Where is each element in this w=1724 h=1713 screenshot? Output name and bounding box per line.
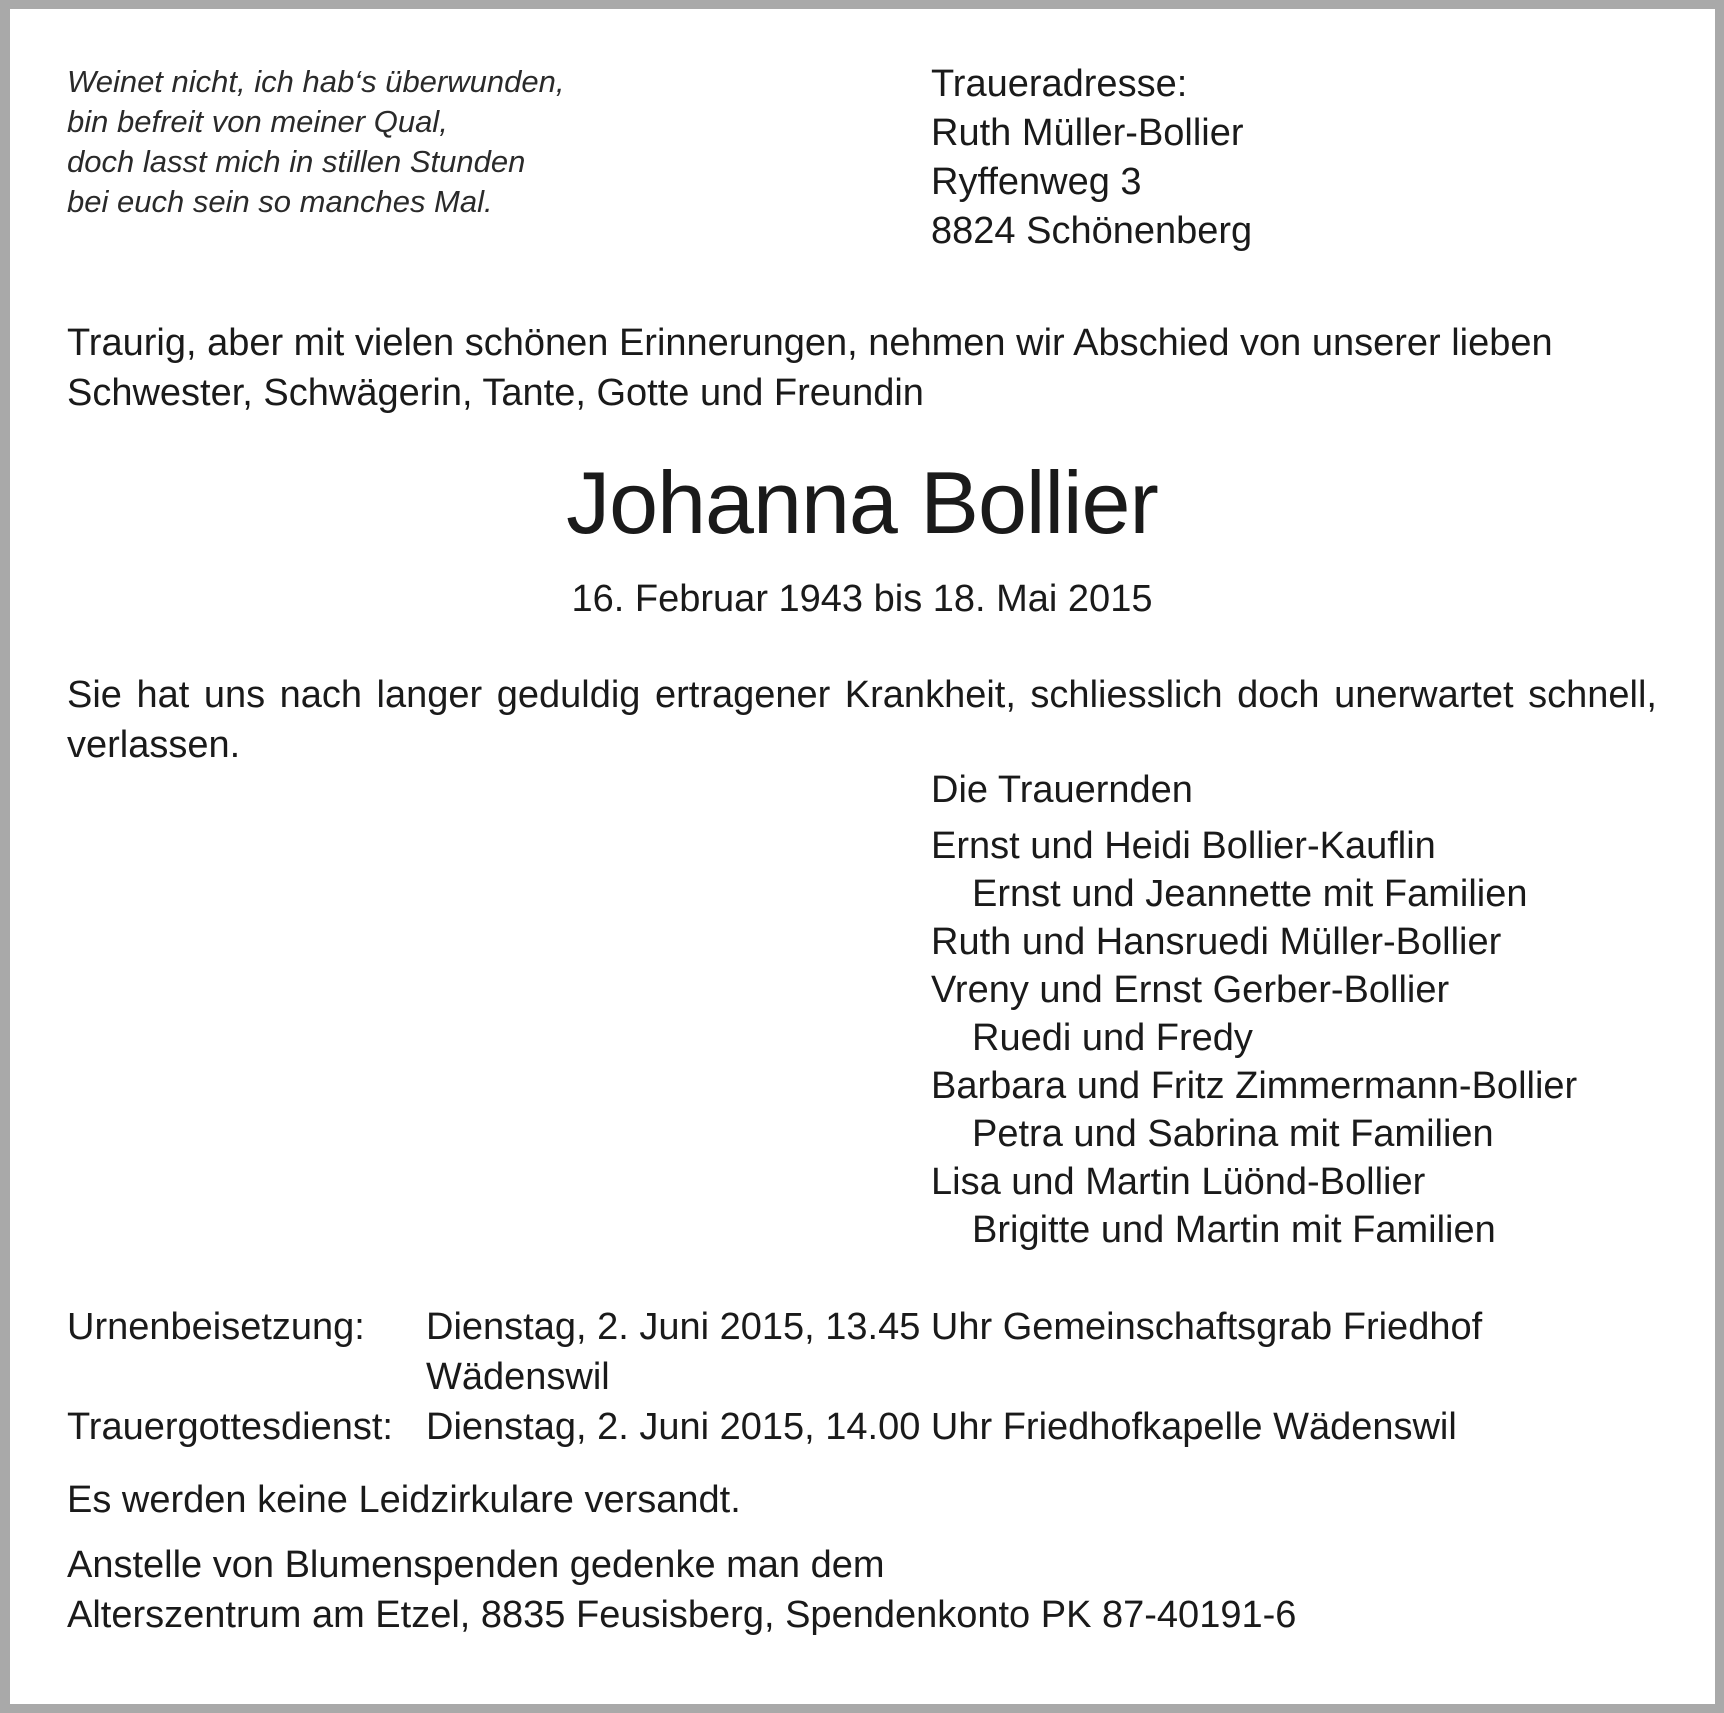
ceremony-row xyxy=(67,1402,1626,1452)
address-city: 8824 Schönenberg xyxy=(931,210,1253,252)
ceremony-label: Trauergottesdienst: xyxy=(67,1406,393,1448)
mourner-entry: Petra und Sabrina mit Familien xyxy=(972,1113,1494,1155)
ceremony-details: Dienstag, 2. Juni 2015, 14.00 Uhr Friedhofkapelle Wädenswil xyxy=(426,1406,1457,1448)
poem-line: bin befreit von meiner Qual, xyxy=(67,104,448,139)
poem-line: doch lasst mich in stillen Stunden xyxy=(67,144,526,179)
donation-line: Alterszentrum am Etzel, 8835 Feusisberg, Spendenkonto PK 87-40191-6 xyxy=(67,1594,1297,1636)
poem xyxy=(67,62,564,222)
ceremony-row xyxy=(67,1302,1626,1402)
mourning-address xyxy=(931,60,1252,256)
message-text: Sie hat uns nach langer geduldig ertragener Krankheit, schliesslich doch unerwartet schnell, verlassen. xyxy=(67,674,1657,766)
mourner-entry: Vreny und Ernst Gerber-Bollier xyxy=(931,969,1450,1011)
mourners-title: Die Trauernden xyxy=(931,769,1193,811)
mourner-entry: Barbara und Fritz Zimmermann-Bollier xyxy=(931,1065,1578,1107)
ceremony-details: Dienstag, 2. Juni 2015, 13.45 Uhr Gemeinschaftsgrab Friedhof Wädenswil xyxy=(426,1306,1483,1398)
donation-info xyxy=(67,1540,1296,1640)
ceremonies xyxy=(67,1302,1626,1452)
poem-line: bei euch sein so manches Mal. xyxy=(67,184,493,219)
ceremony-label: Urnenbeisetzung: xyxy=(67,1306,365,1348)
intro-text: Traurig, aber mit vielen schönen Erinnerungen, nehmen wir Abschied von unserer lieben Schwester, Schwägerin, Tante, Gotte und Freundin xyxy=(67,322,1553,414)
circular-note: Es werden keine Leidzirkulare versandt. xyxy=(67,1479,741,1521)
mourner-entry: Ernst und Jeannette mit Familien xyxy=(972,873,1528,915)
life-dates: 16. Februar 1943 bis 18. Mai 2015 xyxy=(571,578,1153,620)
mourner-entry: Brigitte und Martin mit Familien xyxy=(972,1209,1496,1251)
address-street: Ryffenweg 3 xyxy=(931,161,1142,203)
address-heading: Traueradresse: xyxy=(931,63,1188,105)
deceased-name: Johanna Bollier xyxy=(566,453,1158,552)
mourner-entry: Lisa und Martin Lüönd-Bollier xyxy=(931,1161,1426,1203)
poem-line: Weinet nicht, ich hab‘s überwunden, xyxy=(67,64,565,99)
donation-line: Anstelle von Blumenspenden gedenke man dem xyxy=(67,1544,885,1586)
mourner-entry: Ruth und Hansruedi Müller-Bollier xyxy=(931,921,1502,963)
address-name: Ruth Müller-Bollier xyxy=(931,112,1244,154)
mourner-entry: Ruedi und Fredy xyxy=(972,1017,1253,1059)
mourners-list xyxy=(931,822,1577,1254)
mourner-entry: Ernst und Heidi Bollier-Kauflin xyxy=(931,825,1436,867)
